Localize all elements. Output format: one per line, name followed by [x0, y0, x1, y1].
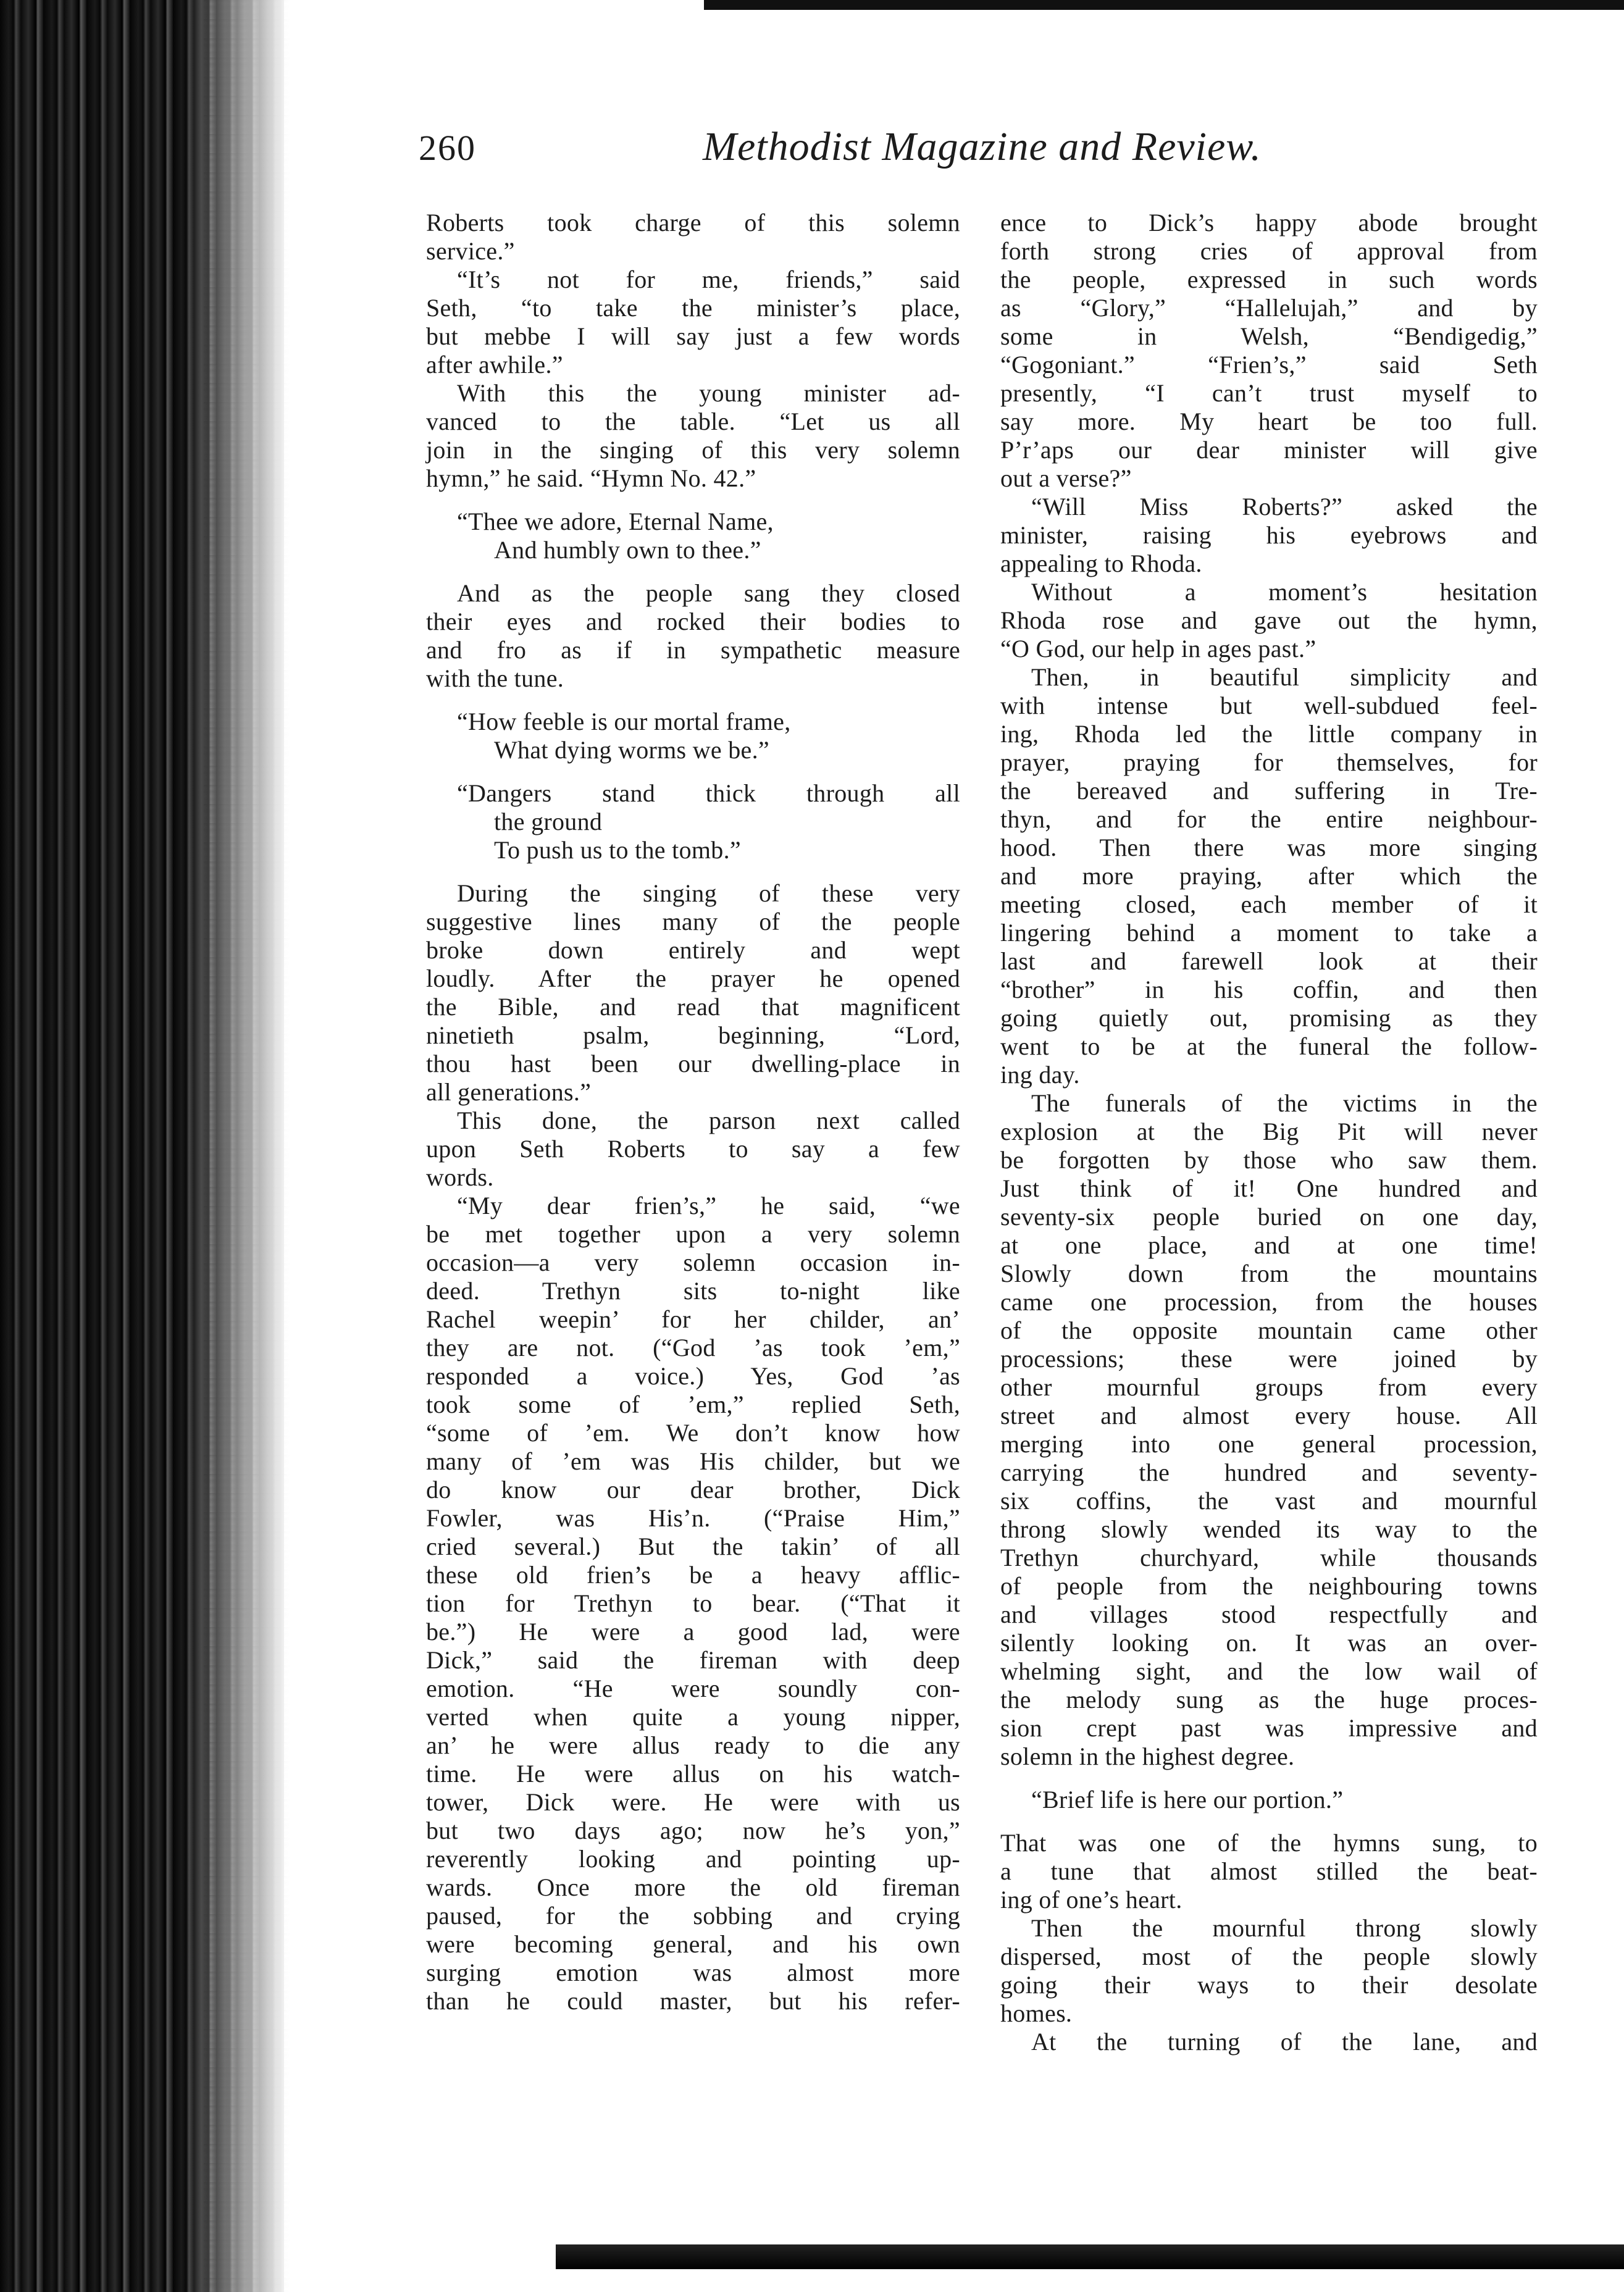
left-column-line: they are not. (“God ’as took ’em,” — [426, 1334, 960, 1361]
left-column-line: Rachel weepin’ for her childer, an’ — [426, 1305, 960, 1333]
left-column-line: deed. Trethyn sits to-night like — [426, 1277, 960, 1305]
stanza-gap — [1000, 1814, 1538, 1829]
right-column-line: at one place, and at one time! — [1000, 1231, 1538, 1259]
right-column-line: “brother” in his coffin, and then — [1000, 976, 1538, 1003]
stanza-gap — [426, 864, 960, 879]
right-column-line: ing of one’s heart. — [1000, 1886, 1182, 1913]
right-column-line: be forgotten by those who saw them. — [1000, 1146, 1538, 1174]
left-column-line: wards. Once more the old fireman — [426, 1873, 960, 1901]
right-column-line: out a verse?” — [1000, 464, 1132, 492]
stanza-gap — [426, 764, 960, 779]
right-column-line: meeting closed, each member of it — [1000, 890, 1538, 918]
right-column-line: of people from the neighbouring towns — [1000, 1572, 1538, 1600]
right-column-line: whelming sight, and the low wail of — [1000, 1657, 1538, 1685]
left-column-line: This done, the parson next called — [457, 1106, 960, 1134]
right-column-line: six coffins, the vast and mournful — [1000, 1487, 1538, 1515]
running-title: Methodist Magazine and Review. — [703, 124, 1262, 169]
left-column-line: do know our dear brother, Dick — [426, 1476, 960, 1504]
left-column-line: paused, for the sobbing and crying — [426, 1902, 960, 1930]
right-column-line: the people, expressed in such words — [1000, 266, 1538, 293]
left-column-line: And as the people sang they closed — [457, 579, 960, 607]
right-column-line: “Will Miss Roberts?” asked the — [1031, 493, 1538, 521]
right-column-line: throng slowly wended its way to the — [1000, 1515, 1538, 1543]
left-column-line: but two days ago; now he’s yon,” — [426, 1817, 960, 1844]
right-column-line: merging into one general procession, — [1000, 1430, 1538, 1458]
left-column-line: suggestive lines many of the people — [426, 908, 960, 935]
left-column-line: cried several.) But the takin’ of all — [426, 1533, 960, 1560]
bottom-rule — [556, 2244, 1624, 2269]
left-column-line: Seth, “to take the minister’s place, — [426, 294, 960, 322]
left-column-line: took some of ’em,” replied Seth, — [426, 1391, 960, 1418]
right-column-line: as “Glory,” “Hallelujah,” and by — [1000, 294, 1538, 322]
right-column-line: prayer, praying for themselves, for — [1000, 748, 1538, 776]
right-column-line: appealing to Rhoda. — [1000, 550, 1202, 577]
left-column-line: “Dangers stand thick through all — [457, 779, 960, 807]
right-column-line: came one procession, from the houses — [1000, 1288, 1538, 1316]
right-column-line: solemn in the highest degree. — [1000, 1742, 1295, 1770]
right-column-line: silently looking on. It was an over- — [1000, 1629, 1538, 1657]
left-column-line: Dick,” said the fireman with deep — [426, 1646, 960, 1674]
right-column-line: explosion at the Big Pit will never — [1000, 1118, 1538, 1145]
right-column-line: hood. Then there was more singing — [1000, 834, 1538, 861]
right-column-line: ing, Rhoda led the little company in — [1000, 720, 1538, 748]
right-column-line: ing day. — [1000, 1061, 1080, 1089]
left-column-line: And humbly own to thee.” — [494, 536, 761, 564]
left-column-line: tower, Dick were. He were with us — [426, 1788, 960, 1816]
left-column-line: loudly. After the prayer he opened — [426, 964, 960, 992]
left-column-line: were becoming general, and his own — [426, 1930, 960, 1958]
right-column-line: That was one of the hymns sung, to — [1000, 1829, 1538, 1857]
right-column-line: Slowly down from the mountains — [1000, 1260, 1538, 1287]
page-number: 260 — [419, 128, 476, 168]
right-column-line: dispersed, most of the people slowly — [1000, 1943, 1538, 1970]
left-column-line: the Bible, and read that magnificent — [426, 993, 960, 1021]
left-column-line: upon Seth Roberts to say a few — [426, 1135, 960, 1163]
left-column-line: hymn,” he said. “Hymn No. 42.” — [426, 464, 756, 492]
left-column-line: all generations.” — [426, 1078, 592, 1106]
right-column-line: of the opposite mountain came other — [1000, 1316, 1538, 1344]
right-column-line: street and almost every house. All — [1000, 1402, 1538, 1429]
stanza-gap — [426, 564, 960, 579]
left-column-line: be.”) He were a good lad, were — [426, 1618, 960, 1646]
left-column-line: occasion—a very solemn occasion in- — [426, 1248, 960, 1276]
right-column-line: The funerals of the victims in the — [1031, 1089, 1538, 1117]
left-column-line: reverently looking and pointing up- — [426, 1845, 960, 1873]
left-column-line: their eyes and rocked their bodies to — [426, 608, 960, 635]
right-column-line: and villages stood respectfully and — [1000, 1600, 1538, 1628]
right-column-line: Without a moment’s hesitation — [1031, 578, 1538, 606]
right-column-line: a tune that almost stilled the beat- — [1000, 1857, 1538, 1885]
right-column-line: the melody sung as the huge proces- — [1000, 1686, 1538, 1713]
left-column-line: emotion. “He were soundly con- — [426, 1675, 960, 1702]
left-column-line: many of ’em was His childer, but we — [426, 1447, 960, 1475]
left-column-line: Fowler, was His’n. (“Praise Him,” — [426, 1504, 960, 1532]
right-column-line: lingering behind a moment to take a — [1000, 919, 1538, 947]
right-column-line: Then, in beautiful simplicity and — [1031, 663, 1538, 691]
right-column-line: Then the mournful throng slowly — [1031, 1914, 1538, 1942]
right-column-line: Trethyn churchyard, while thousands — [1000, 1544, 1538, 1571]
right-column-line: homes. — [1000, 1999, 1073, 2027]
right-column-line: sion crept past was impressive and — [1000, 1714, 1538, 1742]
right-column-line: Just think of it! One hundred and — [1000, 1174, 1538, 1202]
right-column-line: “Gogoniant.” “Frien’s,” said Seth — [1000, 351, 1538, 379]
left-column-line: tion for Trethyn to bear. (“That it — [426, 1589, 960, 1617]
stanza-gap — [1000, 1771, 1538, 1786]
right-column-line: other mournful groups from every — [1000, 1373, 1538, 1401]
left-column-line: thou hast been our dwelling-place in — [426, 1050, 960, 1077]
left-column-line: Roberts took charge of this solemn — [426, 209, 960, 236]
left-column-line: with the tune. — [426, 664, 564, 692]
left-column-line: be met together upon a very solemn — [426, 1220, 960, 1248]
right-column-line: the bereaved and suffering in Tre- — [1000, 777, 1538, 805]
right-column-line: minister, raising his eyebrows and — [1000, 521, 1538, 549]
left-column-line: To push us to the tomb.” — [494, 836, 741, 864]
left-column-line: after awhile.” — [426, 351, 563, 379]
right-column-line: forth strong cries of approval from — [1000, 237, 1538, 265]
text-column-left — [426, 209, 960, 2015]
left-column-line: During the singing of these very — [457, 879, 960, 907]
right-column-line: Rhoda rose and gave out the hymn, — [1000, 606, 1538, 634]
left-column-line: and fro as if in sympathetic measure — [426, 636, 960, 664]
left-column-line: time. He were allus on his watch- — [426, 1760, 960, 1788]
right-column-line: some in Welsh, “Bendigedig,” — [1000, 322, 1538, 350]
left-column-line: responded a voice.) Yes, God ’as — [426, 1362, 960, 1390]
right-column-line: going their ways to their desolate — [1000, 1971, 1538, 1999]
right-column-line: went to be at the funeral the follow- — [1000, 1032, 1538, 1060]
left-column-line: verted when quite a young nipper, — [426, 1703, 960, 1731]
left-column-line: words. — [426, 1163, 494, 1191]
right-column-line: “O God, our help in ages past.” — [1000, 635, 1316, 663]
stanza-gap — [426, 693, 960, 708]
left-column-line: these old frien’s be a heavy afflic- — [426, 1561, 960, 1589]
text-column-right — [1000, 209, 1538, 2056]
left-column-line: an’ he were allus ready to die any — [426, 1731, 960, 1759]
right-column-line: “Brief life is here our portion.” — [1031, 1786, 1344, 1813]
left-column-line: “My dear frien’s,” he said, “we — [457, 1192, 960, 1219]
right-column-line: P’r’aps our dear minister will give — [1000, 436, 1538, 464]
right-column-line: going quietly out, promising as they — [1000, 1004, 1538, 1032]
left-column-line: but mebbe I will say just a few words — [426, 322, 960, 350]
running-header — [419, 123, 1266, 179]
right-column-line: with intense but well-subdued feel- — [1000, 692, 1538, 719]
left-column-line: than he could master, but his refer- — [426, 1987, 960, 2015]
right-column-line: seventy-six people buried on one day, — [1000, 1203, 1538, 1231]
left-column-line: “some of ’em. We don’t know how — [426, 1419, 960, 1447]
right-column-line: carrying the hundred and seventy- — [1000, 1458, 1538, 1486]
right-column-line: thyn, and for the entire neighbour- — [1000, 805, 1538, 833]
left-column-line: join in the singing of this very solemn — [426, 436, 960, 464]
left-column-line: vanced to the table. “Let us all — [426, 408, 960, 435]
right-column-line: At the turning of the lane, and — [1031, 2028, 1538, 2056]
left-column-line: the ground — [494, 808, 603, 835]
right-column-line: processions; these were joined by — [1000, 1345, 1538, 1373]
left-column-line: What dying worms we be.” — [494, 736, 769, 764]
scan-edge-fade — [185, 0, 290, 2292]
right-column-line: presently, “I can’t trust myself to — [1000, 379, 1538, 407]
left-column-line: With this the young minister ad- — [457, 379, 960, 407]
right-column-line: and more praying, after which the — [1000, 862, 1538, 890]
left-column-line: service.” — [426, 237, 515, 265]
left-column-line: ninetieth psalm, beginning, “Lord, — [426, 1021, 960, 1049]
left-column-line: “How feeble is our mortal frame, — [457, 708, 791, 735]
right-column-line: say more. My heart be too full. — [1000, 408, 1538, 435]
left-column-line: surging emotion was almost more — [426, 1959, 960, 1986]
left-column-line: “Thee we adore, Eternal Name, — [457, 508, 774, 535]
left-column-line: “It’s not for me, friends,” said — [457, 266, 960, 293]
top-rule — [704, 0, 1624, 10]
right-column-line: last and farewell look at their — [1000, 947, 1538, 975]
left-column-line: broke down entirely and wept — [426, 936, 960, 964]
stanza-gap — [426, 493, 960, 508]
right-column-line: ence to Dick’s happy abode brought — [1000, 209, 1538, 236]
